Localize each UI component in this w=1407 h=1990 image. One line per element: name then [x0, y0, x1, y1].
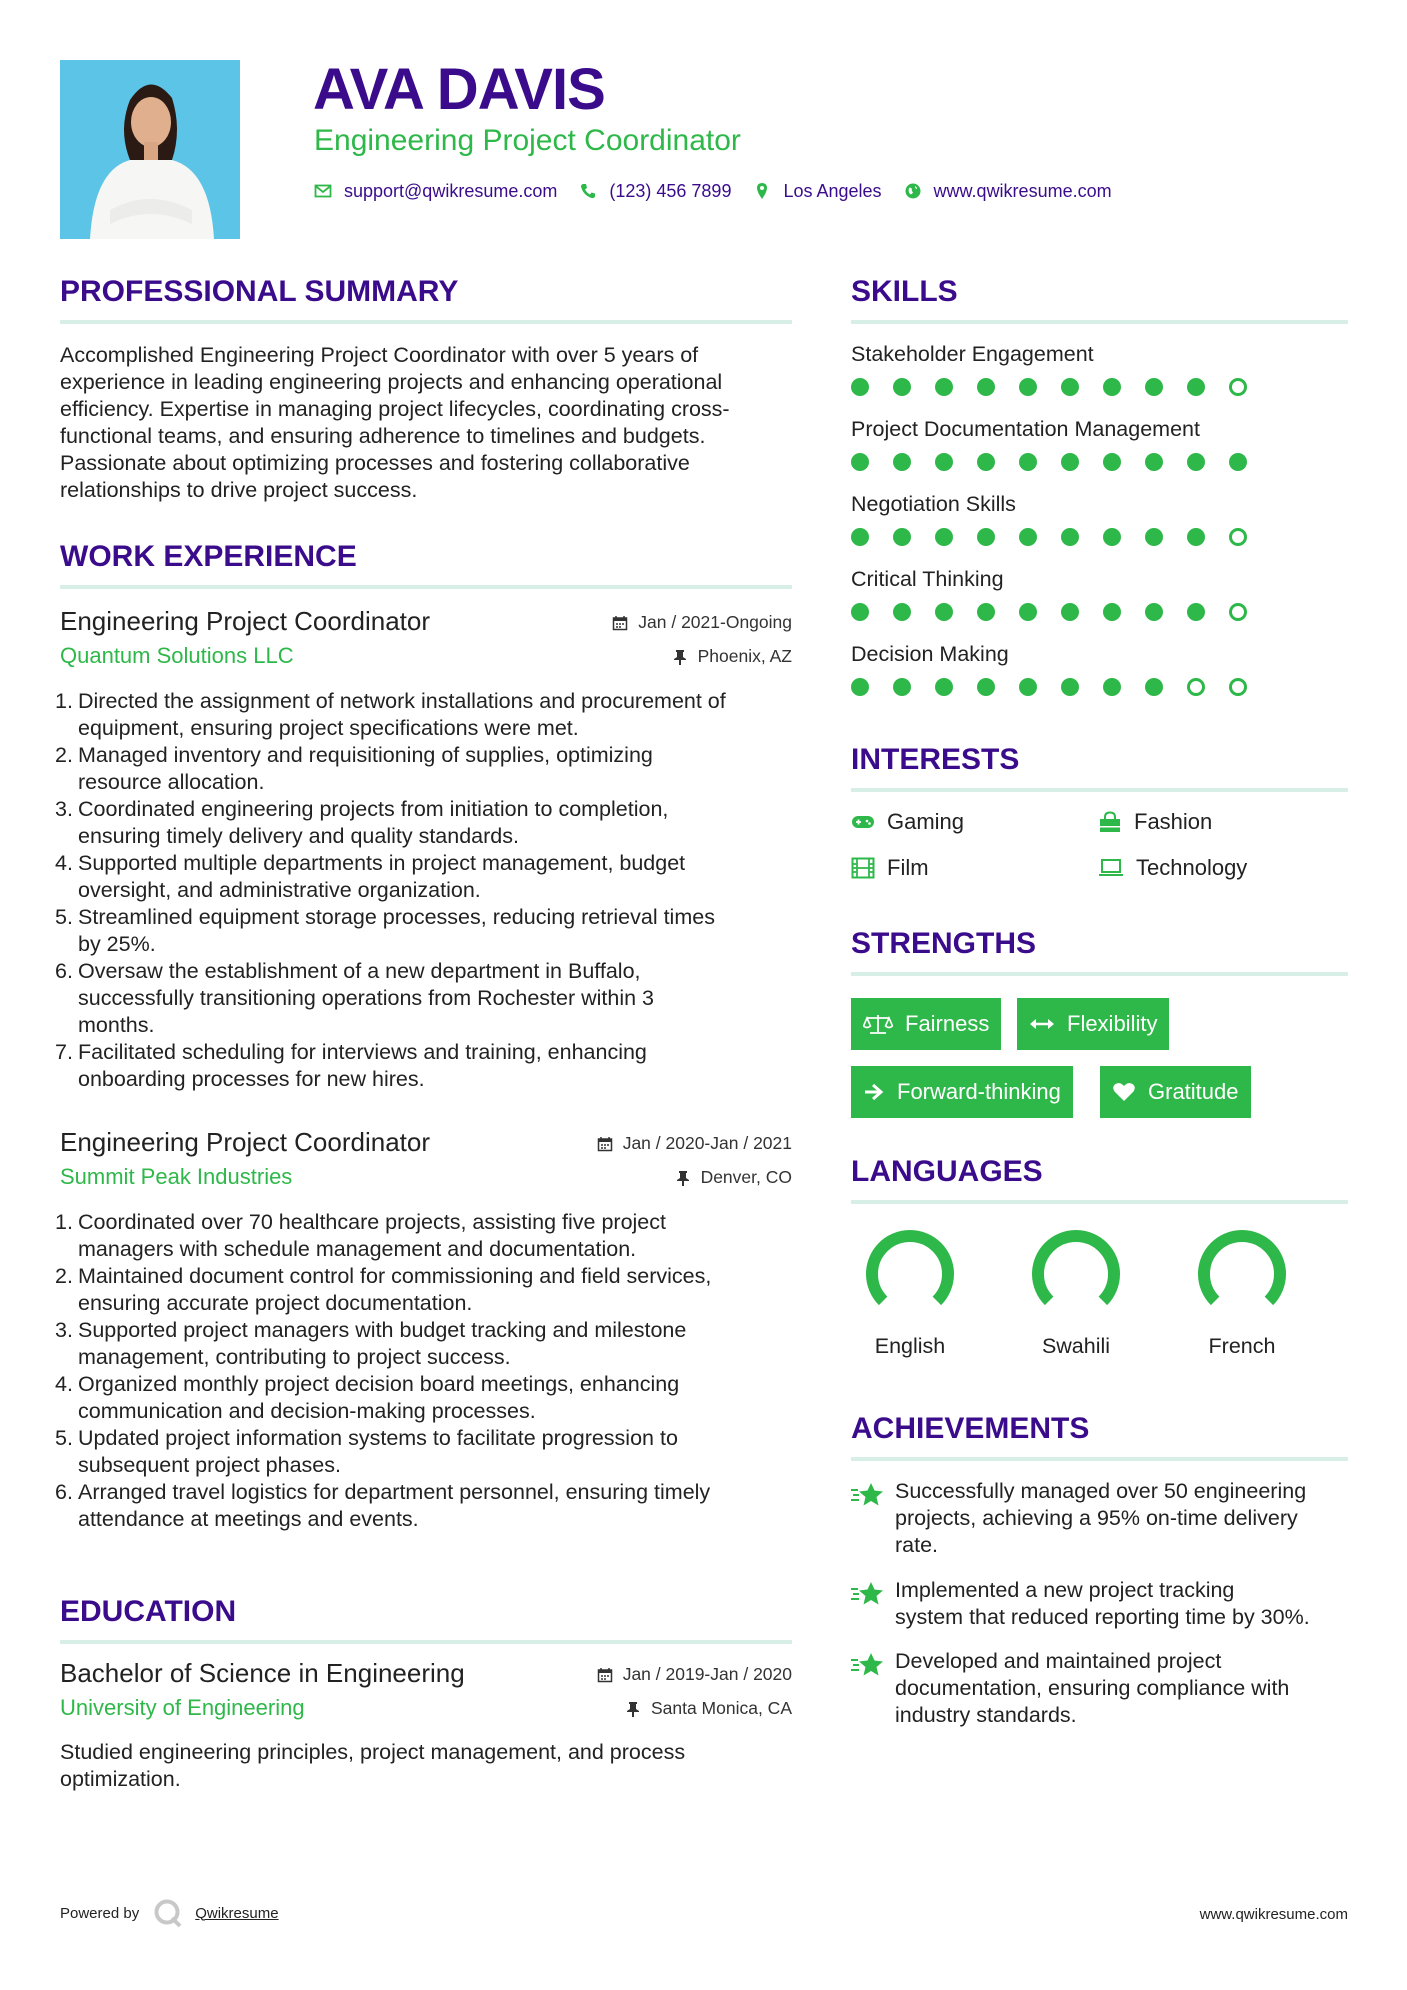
contact-email[interactable]: support@qwikresume.com [344, 180, 558, 201]
summary-line: functional teams, and ensuring adherence to timelines and budgets. [60, 424, 706, 448]
duty-number: 1. [55, 689, 73, 713]
skill-dot-filled [893, 678, 911, 696]
skill-dot-filled [1103, 528, 1121, 546]
education-location [625, 1698, 792, 1719]
skill-dot-filled [1019, 453, 1037, 471]
skill-dot-filled [1061, 378, 1079, 396]
job-location [675, 1167, 792, 1188]
skill-dot-filled [1061, 453, 1079, 471]
skill-dot-filled [1019, 528, 1037, 546]
duty-line: ensuring timely delivery and quality standards. [78, 824, 519, 848]
job-header [60, 1127, 792, 1189]
achievement-text [895, 1577, 1348, 1631]
pin-icon [672, 649, 688, 665]
skill-dot-filled [1103, 378, 1121, 396]
duty-line: Coordinated engineering projects from initiation to completion, [78, 797, 669, 821]
skill-item [851, 417, 1348, 477]
skill-name: Project Documentation Management [851, 417, 1200, 441]
duty-line: management, contributing to project success. [78, 1345, 511, 1369]
skill-dot-filled [1145, 453, 1163, 471]
summary-line: relationships to drive project success. [60, 478, 418, 502]
summary-rule [60, 320, 792, 324]
job-company: Summit Peak Industries [60, 1164, 293, 1189]
education-heading: EDUCATION [60, 1595, 237, 1628]
skill-item [851, 567, 1348, 627]
arrows-horizontal-icon [1029, 1016, 1055, 1032]
skill-dot-filled [851, 528, 869, 546]
achievement-line: Developed and maintained project [895, 1649, 1222, 1673]
duty-line: Streamlined equipment storage processes, reducing retrieval times [78, 905, 715, 929]
duty-line: Directed the assignment of network installations and procurement of [78, 689, 726, 713]
achievements-rule [851, 1457, 1348, 1461]
language-gauge [1194, 1226, 1290, 1322]
achievement-text [895, 1478, 1348, 1559]
skill-dot-filled [1019, 378, 1037, 396]
education-date-text: Jan / 2019-Jan / 2020 [622, 1664, 792, 1684]
skill-rating [851, 603, 1348, 623]
interests-heading: INTERESTS [851, 743, 1020, 776]
job-role: Engineering Project Coordinator [60, 1127, 430, 1157]
skill-dot-filled [977, 528, 995, 546]
duty-number: 6. [55, 1480, 73, 1504]
skills-rule [851, 320, 1348, 324]
duty-item [55, 1317, 792, 1371]
education-description [60, 1739, 792, 1793]
duty-item [55, 1209, 792, 1263]
job-date-text: Jan / 2021-Ongoing [638, 612, 792, 632]
education-line: Studied engineering principles, project management, and process [60, 1740, 686, 1764]
language-arc [872, 1236, 948, 1301]
skill-dot-filled [1187, 603, 1205, 621]
duty-line: Supported multiple departments in project management, budget [78, 851, 686, 875]
contact-phone[interactable]: (123) 456 7899 [609, 180, 732, 201]
star-icon [851, 1581, 885, 1607]
skill-name: Negotiation Skills [851, 492, 1016, 516]
job-company: Quantum Solutions LLC [60, 643, 294, 668]
skill-dot-filled [1145, 378, 1163, 396]
skill-dot-filled [851, 603, 869, 621]
summary-line: experience in leading engineering projects and enhancing operational [60, 370, 723, 394]
gamepad-icon [851, 813, 875, 831]
experience-heading: WORK EXPERIENCE [60, 540, 357, 573]
skill-dot-filled [935, 528, 953, 546]
duty-item [55, 688, 792, 742]
language-name: French [1208, 1334, 1276, 1358]
skill-dot-filled [977, 678, 995, 696]
skill-dot-filled [1019, 678, 1037, 696]
skill-dot-filled [1145, 528, 1163, 546]
pin-icon [675, 1170, 691, 1186]
summary-line: Accomplished Engineering Project Coordinator with over 5 years of [60, 343, 699, 367]
duty-line: attendance at meetings and events. [78, 1507, 419, 1531]
skill-dot-filled [977, 453, 995, 471]
balance-scale-icon [863, 1013, 893, 1035]
duty-line: Maintained document control for commissioning and field services, [78, 1264, 712, 1288]
duty-line: Supported project managers with budget tracking and milestone [78, 1318, 687, 1342]
skill-dot-empty [1187, 678, 1205, 696]
strength-pill [1100, 1066, 1251, 1118]
duty-line: managers with schedule management and documentation. [78, 1237, 637, 1261]
duty-number: 7. [55, 1040, 73, 1064]
summary-text [60, 342, 792, 504]
skill-item [851, 342, 1348, 402]
duty-line: communication and decision-making processes. [78, 1399, 536, 1423]
job-duties [55, 1209, 792, 1533]
calendar-icon [597, 1667, 613, 1683]
duty-line: by 25%. [78, 932, 156, 956]
skill-dot-filled [893, 378, 911, 396]
skill-dot-filled [851, 453, 869, 471]
duty-item [55, 1479, 792, 1533]
duty-item [55, 742, 792, 796]
candidate-title: Engineering Project Coordinator [314, 124, 741, 157]
education-line: optimization. [60, 1767, 181, 1791]
achievement-item [851, 1478, 1348, 1559]
footer-url[interactable]: www.qwikresume.com [1199, 1906, 1348, 1923]
profile-photo [60, 60, 240, 239]
interest-label: Gaming [887, 809, 965, 834]
duty-line: ensuring accurate project documentation. [78, 1291, 473, 1315]
skill-dot-filled [935, 603, 953, 621]
skill-dot-filled [935, 378, 953, 396]
interest-item [851, 855, 929, 881]
education-rule [60, 1640, 792, 1644]
duty-item [55, 904, 792, 958]
strengths-rule [851, 972, 1348, 976]
skill-name: Critical Thinking [851, 567, 1004, 591]
duty-number: 6. [55, 959, 73, 983]
interest-label: Fashion [1134, 809, 1213, 834]
job-location-text: Denver, CO [700, 1167, 792, 1187]
language-name: English [874, 1334, 946, 1358]
duty-number: 4. [55, 1372, 73, 1396]
pin-icon [625, 1701, 641, 1717]
interest-item [1098, 809, 1212, 835]
skill-dot-filled [1145, 603, 1163, 621]
arrow-right-icon [863, 1082, 885, 1102]
skill-dot-filled [1145, 678, 1163, 696]
heart-icon [1112, 1082, 1136, 1102]
skill-dot-filled [935, 453, 953, 471]
shopping-bag-icon [1098, 811, 1122, 833]
skill-dot-empty [1229, 528, 1247, 546]
skill-dot-filled [1019, 603, 1037, 621]
duty-line: Managed inventory and requisitioning of supplies, optimizing [78, 743, 653, 767]
skill-dot-filled [977, 603, 995, 621]
skill-dot-filled [1103, 603, 1121, 621]
star-icon [851, 1482, 885, 1508]
powered-by-text: Powered by [60, 1904, 140, 1922]
languages-rule [851, 1200, 1348, 1204]
achievement-line: industry standards. [895, 1703, 1077, 1727]
calendar-icon [597, 1136, 613, 1152]
star-icon [851, 1652, 885, 1678]
skill-dot-empty [1229, 678, 1247, 696]
duty-number: 2. [55, 1264, 73, 1288]
achievements-heading: ACHIEVEMENTS [851, 1412, 1090, 1445]
skill-dot-filled [1061, 678, 1079, 696]
skill-dot-filled [851, 678, 869, 696]
duty-line: Updated project information systems to facilitate progression to [78, 1426, 678, 1450]
job-header [60, 606, 792, 668]
duty-line: Coordinated over 70 healthcare projects, assisting five project [78, 1210, 666, 1234]
job-date [597, 1133, 792, 1154]
skill-rating [851, 378, 1348, 398]
duty-number: 2. [55, 743, 73, 767]
job-date [612, 612, 792, 633]
skills-heading: SKILLS [851, 275, 958, 308]
education-location-text: Santa Monica, CA [650, 1698, 792, 1718]
duty-item [55, 1425, 792, 1479]
contact-location: Los Angeles [783, 180, 882, 201]
interest-item [1098, 855, 1247, 881]
skill-dot-filled [1061, 528, 1079, 546]
job-role: Engineering Project Coordinator [60, 606, 430, 636]
duty-item [55, 1371, 792, 1425]
language-arc [1204, 1236, 1280, 1301]
skill-dot-filled [893, 603, 911, 621]
interests-rule [851, 788, 1348, 792]
achievement-line: Successfully managed over 50 engineering [895, 1479, 1307, 1503]
duty-item [55, 850, 792, 904]
skill-dot-empty [1229, 378, 1247, 396]
strength-label: Forward-thinking [897, 1079, 1061, 1104]
experience-rule [60, 585, 792, 589]
summary-line: Passionate about optimizing processes and fostering collaborative [60, 451, 690, 475]
skill-rating [851, 528, 1348, 548]
duty-number: 1. [55, 1210, 73, 1234]
duty-number: 5. [55, 905, 73, 929]
strength-pill [851, 998, 1001, 1050]
language-gauge [1028, 1226, 1124, 1322]
achievement-line: Implemented a new project tracking [895, 1578, 1235, 1602]
skill-dot-empty [1229, 603, 1247, 621]
education-date [597, 1664, 792, 1685]
duty-line: oversight, and administrative organization. [78, 878, 481, 902]
duty-item [55, 958, 792, 1039]
map-marker-icon [753, 182, 771, 200]
duty-number: 3. [55, 797, 73, 821]
achievement-line: system that reduced reporting time by 30%. [895, 1605, 1310, 1629]
achievement-item [851, 1577, 1348, 1631]
achievement-line: documentation, ensuring compliance with [895, 1676, 1290, 1700]
globe-icon [904, 182, 922, 200]
language-item [1016, 1226, 1136, 1359]
duty-line: Arranged travel logistics for department personnel, ensuring timely [78, 1480, 711, 1504]
duty-item [55, 1263, 792, 1317]
skill-dot-filled [935, 678, 953, 696]
duty-item [55, 1039, 792, 1093]
duty-line: equipment, ensuring project specifications were met. [78, 716, 579, 740]
skill-dot-filled [1187, 528, 1205, 546]
language-name: Swahili [1041, 1334, 1111, 1358]
language-arc [1038, 1236, 1114, 1301]
duty-number: 5. [55, 1426, 73, 1450]
duty-line: subsequent project phases. [78, 1453, 341, 1477]
education-school: University of Engineering [60, 1695, 305, 1720]
education-header [60, 1658, 792, 1720]
skill-rating [851, 453, 1348, 473]
duty-line: Facilitated scheduling for interviews and training, enhancing [78, 1040, 647, 1064]
languages-heading: LANGUAGES [851, 1155, 1043, 1188]
interest-label: Technology [1136, 855, 1248, 880]
skill-name: Decision Making [851, 642, 1009, 666]
language-item [850, 1226, 970, 1359]
strength-pill [851, 1066, 1073, 1118]
skill-item [851, 492, 1348, 552]
strength-pill [1017, 998, 1169, 1050]
candidate-name: AVA DAVIS [313, 57, 605, 122]
skill-dot-filled [1229, 453, 1247, 471]
skill-dot-filled [1103, 678, 1121, 696]
calendar-icon [612, 615, 628, 631]
duty-line: onboarding processes for new hires. [78, 1067, 425, 1091]
job-location [672, 646, 792, 667]
strength-label: Fairness [905, 1011, 990, 1036]
skill-dot-filled [1187, 453, 1205, 471]
language-item [1182, 1226, 1302, 1359]
summary-heading: PROFESSIONAL SUMMARY [60, 275, 459, 308]
duty-number: 3. [55, 1318, 73, 1342]
skill-dot-filled [1103, 453, 1121, 471]
achievement-line: rate. [895, 1533, 939, 1557]
film-icon [851, 857, 875, 879]
duty-line: resource allocation. [78, 770, 265, 794]
envelope-icon [314, 182, 332, 200]
skill-dot-filled [1187, 378, 1205, 396]
duty-line: Organized monthly project decision board meetings, enhancing [78, 1372, 680, 1396]
skill-dot-filled [1061, 603, 1079, 621]
contact-row [314, 178, 1134, 204]
laptop-icon [1098, 858, 1124, 878]
duty-line: months. [78, 1013, 155, 1037]
duty-line: Oversaw the establishment of a new department in Buffalo, [78, 959, 641, 983]
achievement-item [851, 1648, 1348, 1729]
strength-label: Flexibility [1067, 1011, 1158, 1036]
skill-dot-filled [893, 453, 911, 471]
job-duties [55, 688, 792, 1093]
skill-name: Stakeholder Engagement [851, 342, 1094, 366]
qwikresume-logo-icon [153, 1898, 183, 1928]
summary-line: efficiency. Expertise in managing project lifecycles, coordinating cross- [60, 397, 730, 421]
skill-dot-filled [893, 528, 911, 546]
strength-label: Gratitude [1148, 1079, 1239, 1104]
qwikresume-link[interactable]: Qwikresume [195, 1904, 279, 1922]
skill-item [851, 642, 1348, 702]
job-location-text: Phoenix, AZ [697, 646, 792, 666]
skill-dot-filled [977, 378, 995, 396]
footer-powered-by [60, 1898, 279, 1928]
job-date-text: Jan / 2020-Jan / 2021 [622, 1133, 792, 1153]
duty-number: 4. [55, 851, 73, 875]
education-degree: Bachelor of Science in Engineering [60, 1658, 465, 1688]
duty-line: successfully transitioning operations from Rochester within 3 [78, 986, 654, 1010]
phone-icon [579, 182, 597, 200]
interest-label: Film [887, 855, 929, 880]
skill-dot-filled [851, 378, 869, 396]
strengths-heading: STRENGTHS [851, 927, 1037, 960]
skill-rating [851, 678, 1348, 698]
language-gauge [862, 1226, 958, 1322]
duty-item [55, 796, 792, 850]
achievement-text [895, 1648, 1348, 1729]
achievement-line: projects, achieving a 95% on-time delivery [895, 1506, 1298, 1530]
contact-website[interactable]: www.qwikresume.com [933, 180, 1112, 201]
interest-item [851, 809, 964, 835]
